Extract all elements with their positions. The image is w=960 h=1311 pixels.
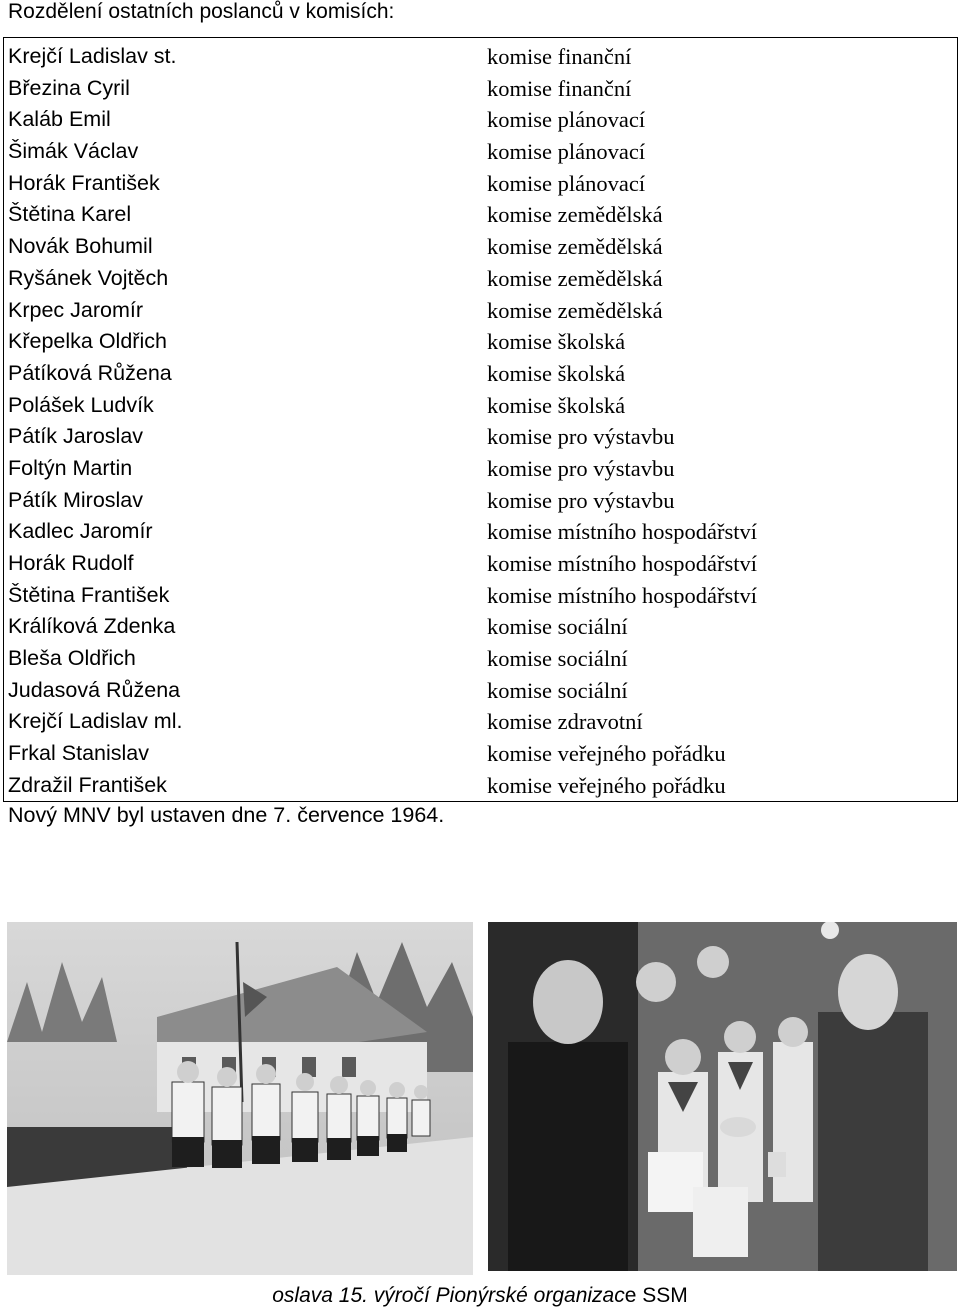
member-row xyxy=(8,738,948,770)
member-row xyxy=(8,295,948,327)
member-name: Pátík Jaroslav xyxy=(8,424,144,449)
member-row xyxy=(8,675,948,707)
member-name: Horák František xyxy=(8,170,160,195)
member-committee: komise školská xyxy=(487,392,626,418)
member-row xyxy=(8,643,948,675)
member-row xyxy=(8,548,948,580)
member-name: Ryšánek Vojtěch xyxy=(8,265,169,290)
member-name: Krejčí Ladislav st. xyxy=(8,44,177,68)
member-row xyxy=(8,485,948,517)
member-row xyxy=(8,104,948,136)
member-committee: komise veřejného pořádku xyxy=(487,772,726,798)
member-name: Kaláb Emil xyxy=(8,107,111,132)
member-name: Březina Cyril xyxy=(8,75,130,100)
member-name: Králíková Zdenka xyxy=(8,614,176,639)
member-committee: komise veřejného pořádku xyxy=(487,741,726,767)
member-committee: komise zdravotní xyxy=(487,709,643,735)
member-name: Kadlec Jaromír xyxy=(8,519,153,544)
member-row xyxy=(8,611,948,643)
member-committee: komise školská xyxy=(487,329,626,355)
member-name: Štětina Karel xyxy=(8,202,132,227)
member-name: Zdražil František xyxy=(8,772,167,797)
member-row xyxy=(8,421,948,453)
member-committee: komise zemědělská xyxy=(487,202,663,228)
member-committee: komise plánovací xyxy=(487,170,646,196)
member-name: Judasová Růžena xyxy=(8,677,181,702)
member-committee: komise pro výstavbu xyxy=(487,424,675,450)
member-row xyxy=(8,706,948,738)
member-name: Bleša Oldřich xyxy=(8,646,136,671)
member-row xyxy=(8,41,948,73)
member-name: Novák Bohumil xyxy=(8,234,153,259)
member-row xyxy=(8,580,948,612)
member-committee: komise zemědělská xyxy=(487,297,663,323)
member-row xyxy=(8,770,948,802)
member-row xyxy=(8,168,948,200)
member-name: Frkal Stanislav xyxy=(8,741,149,766)
member-row xyxy=(8,516,948,548)
member-committee: komise sociální xyxy=(487,677,628,703)
caption-plain-text: e SSM xyxy=(624,1284,688,1307)
member-name: Štětina František xyxy=(8,582,170,607)
member-name: Krpec Jaromír xyxy=(8,297,144,322)
member-row xyxy=(8,326,948,358)
member-row xyxy=(8,263,948,295)
member-committee-list xyxy=(8,41,948,802)
member-name: Foltýn Martin xyxy=(8,455,133,480)
member-name: Šimák Václav xyxy=(8,139,139,164)
photo-award-ceremony xyxy=(488,922,957,1271)
member-committee: komise místního hospodářství xyxy=(487,582,757,608)
member-name: Pátíková Růžena xyxy=(8,360,172,385)
photo-caption xyxy=(0,1284,960,1308)
member-committee: komise finanční xyxy=(487,44,632,69)
member-committee: komise pro výstavbu xyxy=(487,455,675,481)
member-row xyxy=(8,390,948,422)
member-name: Polášek Ludvík xyxy=(8,392,154,417)
closing-note: Nový MNV byl ustaven dne 7. července 1964. xyxy=(8,803,445,827)
member-row xyxy=(8,358,948,390)
member-committee: komise sociální xyxy=(487,614,628,640)
member-name: Horák Rudolf xyxy=(8,551,134,575)
page-heading: Rozdělení ostatních poslanců v komisích: xyxy=(8,0,395,23)
member-committee: komise zemědělská xyxy=(487,265,663,291)
member-name: Pátík Miroslav xyxy=(8,487,144,512)
member-committee: komise plánovací xyxy=(487,107,646,133)
member-committee: komise plánovací xyxy=(487,139,646,165)
member-committee: komise místního hospodářství xyxy=(487,519,757,545)
member-row xyxy=(8,136,948,168)
member-committee: komise školská xyxy=(487,360,626,386)
member-committee: komise sociální xyxy=(487,646,628,672)
member-row xyxy=(8,199,948,231)
member-row xyxy=(8,73,948,105)
member-committee: komise pro výstavbu xyxy=(487,487,675,513)
member-committee: komise zemědělská xyxy=(487,234,663,260)
member-committee: komise místního hospodářství xyxy=(487,551,757,576)
member-committee: komise finanční xyxy=(487,75,632,101)
member-name: Křepelka Oldřich xyxy=(8,329,167,354)
caption-italic-text: oslava 15. výročí Pionýrské organizac xyxy=(272,1284,625,1307)
photo-pioneer-parade xyxy=(7,922,473,1275)
member-name: Krejčí Ladislav ml. xyxy=(8,709,183,734)
member-row xyxy=(8,453,948,485)
member-row xyxy=(8,231,948,263)
